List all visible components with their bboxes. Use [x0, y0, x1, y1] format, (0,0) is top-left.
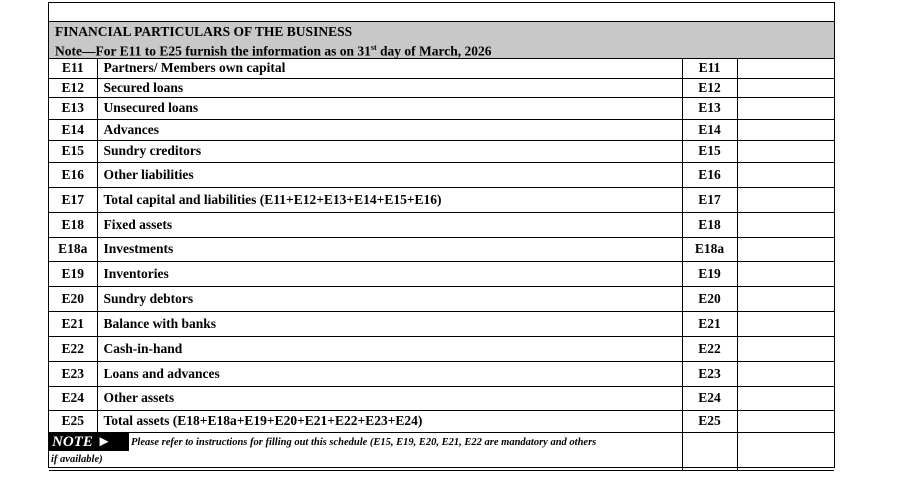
table-row: [49, 336, 834, 361]
row-ref-code: E18a: [682, 237, 737, 261]
note-cell: [49, 432, 682, 470]
note-text-line1: Please refer to instructions for filling out this schedule (E15, E19, E20, E21, E22 are mandatory and others: [131, 436, 597, 448]
row-label: Sundry creditors: [97, 140, 682, 162]
row-ref-code: E20: [682, 286, 737, 311]
row-code: E24: [49, 386, 97, 410]
row-label: Loans and advances: [97, 361, 682, 386]
row-value-field[interactable]: [737, 261, 834, 286]
row-value-field[interactable]: [737, 286, 834, 311]
particulars-table: [49, 59, 834, 471]
row-value-field[interactable]: [737, 386, 834, 410]
row-label: Other assets: [97, 386, 682, 410]
table-row: [49, 261, 834, 286]
section-header: [49, 22, 834, 59]
row-code: E18: [49, 212, 97, 237]
note-blank-cell: [682, 432, 737, 470]
top-strip: [49, 3, 834, 22]
row-code: E12: [49, 78, 97, 97]
note-row: [49, 432, 834, 470]
row-label: Total capital and liabilities (E11+E12+E13+E14+E15+E16): [97, 187, 682, 212]
table-row: [49, 212, 834, 237]
row-code: E16: [49, 162, 97, 187]
row-value-field[interactable]: [737, 162, 834, 187]
row-code: E20: [49, 286, 97, 311]
row-code: E18a: [49, 237, 97, 261]
row-label: Sundry debtors: [97, 286, 682, 311]
row-value-field[interactable]: [737, 119, 834, 140]
section-title: FINANCIAL PARTICULARS OF THE BUSINESS: [55, 24, 353, 39]
row-code: E19: [49, 261, 97, 286]
financial-particulars-form: [48, 2, 835, 468]
table-row: [49, 187, 834, 212]
table-row: [49, 78, 834, 97]
row-label: Investments: [97, 237, 682, 261]
row-ref-code: E21: [682, 311, 737, 336]
row-value-field[interactable]: [737, 59, 834, 78]
note-blank-cell: [737, 432, 834, 470]
row-ref-code: E14: [682, 119, 737, 140]
note-text-line2: if available): [51, 453, 103, 465]
row-code: E14: [49, 119, 97, 140]
row-ref-code: E15: [682, 140, 737, 162]
table-row: [49, 162, 834, 187]
row-label: Advances: [97, 119, 682, 140]
row-ref-code: E11: [682, 59, 737, 78]
table-row: [49, 119, 834, 140]
row-value-field[interactable]: [737, 336, 834, 361]
row-code: E25: [49, 410, 97, 432]
row-value-field[interactable]: [737, 410, 834, 432]
row-label: Fixed assets: [97, 212, 682, 237]
row-code: E15: [49, 140, 97, 162]
row-label: Cash-in-hand: [97, 336, 682, 361]
row-value-field[interactable]: [737, 78, 834, 97]
table-row: [49, 59, 834, 78]
row-value-field[interactable]: [737, 212, 834, 237]
table-row: [49, 361, 834, 386]
row-label: Secured loans: [97, 78, 682, 97]
table-row: [49, 286, 834, 311]
row-value-field[interactable]: [737, 97, 834, 119]
row-code: E11: [49, 59, 97, 78]
row-label: Partners/ Members own capital: [97, 59, 682, 78]
row-label: Other liabilities: [97, 162, 682, 187]
table-row: [49, 97, 834, 119]
row-value-field[interactable]: [737, 237, 834, 261]
row-value-field[interactable]: [737, 140, 834, 162]
section-note: [55, 40, 492, 60]
row-code: E22: [49, 336, 97, 361]
row-ref-code: E22: [682, 336, 737, 361]
row-ref-code: E16: [682, 162, 737, 187]
row-ref-code: E12: [682, 78, 737, 97]
row-label: Balance with banks: [97, 311, 682, 336]
row-label: Total assets (E18+E18a+E19+E20+E21+E22+E23+E24): [97, 410, 682, 432]
note-sup: st: [370, 43, 377, 52]
row-label: Inventories: [97, 261, 682, 286]
table-row: [49, 140, 834, 162]
table-row: [49, 386, 834, 410]
table-row: [49, 410, 834, 432]
row-ref-code: E13: [682, 97, 737, 119]
row-code: E23: [49, 361, 97, 386]
row-value-field[interactable]: [737, 187, 834, 212]
row-ref-code: E17: [682, 187, 737, 212]
row-code: E21: [49, 311, 97, 336]
row-label: Unsecured loans: [97, 97, 682, 119]
row-code: E17: [49, 187, 97, 212]
row-ref-code: E19: [682, 261, 737, 286]
row-value-field[interactable]: [737, 311, 834, 336]
row-code: E13: [49, 97, 97, 119]
table-row: [49, 311, 834, 336]
note-label: NOTE ►: [49, 433, 129, 451]
row-ref-code: E25: [682, 410, 737, 432]
note-suffix: day of March, 2026: [376, 43, 492, 59]
row-ref-code: E18: [682, 212, 737, 237]
row-ref-code: E24: [682, 386, 737, 410]
row-ref-code: E23: [682, 361, 737, 386]
table-row: [49, 237, 834, 261]
note-prefix: Note—For E11 to E25 furnish the information as on 31: [55, 43, 371, 59]
row-value-field[interactable]: [737, 361, 834, 386]
